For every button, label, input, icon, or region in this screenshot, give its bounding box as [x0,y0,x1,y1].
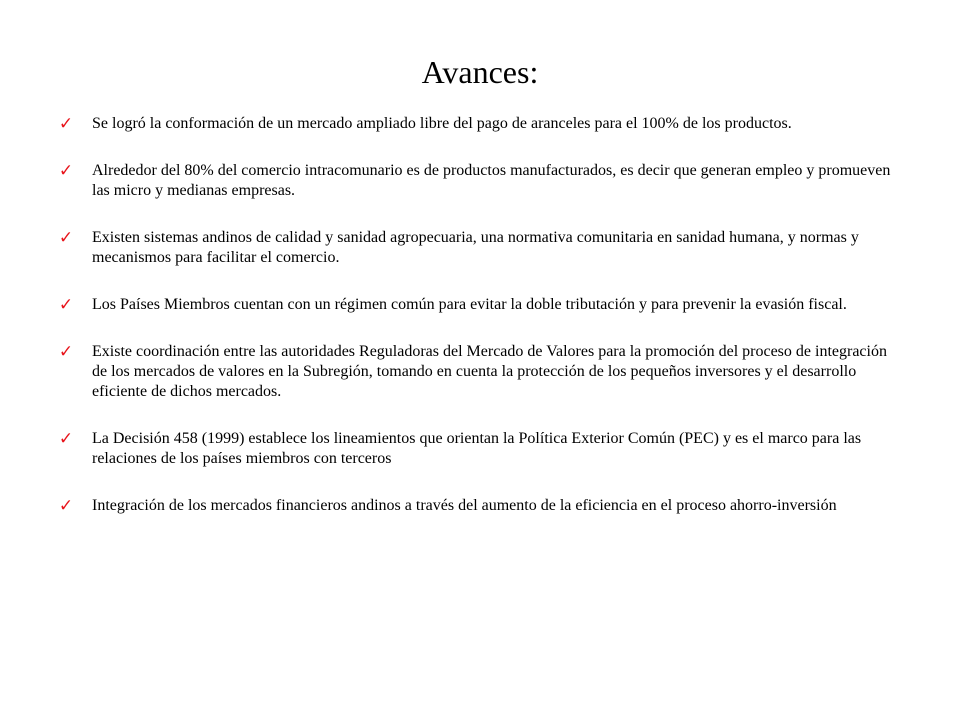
bullet-text: Los Países Miembros cuentan con un régimen común para evitar la doble tributación y para prevenir la evasión fiscal. [92,296,847,313]
bullet-item [56,161,906,201]
checkmark-icon: ✓ [58,228,74,248]
bullet-item [56,228,906,268]
bullet-text: La Decisión 458 (1999) establece los lineamientos que orientan la Política Exterior Común (PEC) y es el marco para las relaciones de los países miembros con terceros [92,430,862,467]
checkmark-icon: ✓ [58,114,74,134]
bullet-item [56,496,906,516]
bullet-text: Alrededor del 80% del comercio intracomunario es de productos manufacturados, es decir que generan empleo y promueven las micro y medianas empresas. [92,162,891,199]
bullet-item [56,429,906,469]
bullet-item [56,342,906,402]
checkmark-icon: ✓ [58,342,74,362]
bullet-item [56,295,906,315]
checkmark-icon: ✓ [58,295,74,315]
bullet-text: Existen sistemas andinos de calidad y sanidad agropecuaria, una normativa comunitaria en sanidad humana, y normas y mecanismos para facilitar el comercio. [92,229,859,266]
bullet-list [56,114,906,516]
bullet-text: Existe coordinación entre las autoridades Reguladoras del Mercado de Valores para la promoción del proceso de integración de los mercados de valores en la Subregión, tomando en cuenta la protección de los pequeños inversores y el desarrollo eficiente de dichos mercados. [92,343,887,400]
bullet-item [56,114,906,134]
checkmark-icon: ✓ [58,429,74,449]
slide-title: Avances: [421,54,539,90]
checkmark-icon: ✓ [58,496,74,516]
bullet-text: Se logró la conformación de un mercado ampliado libre del pago de aranceles para el 100% de los productos. [92,115,792,132]
checkmark-icon: ✓ [58,161,74,181]
bullet-text: Integración de los mercados financieros andinos a través del aumento de la eficiencia en el proceso ahorro-inversión [92,497,837,514]
